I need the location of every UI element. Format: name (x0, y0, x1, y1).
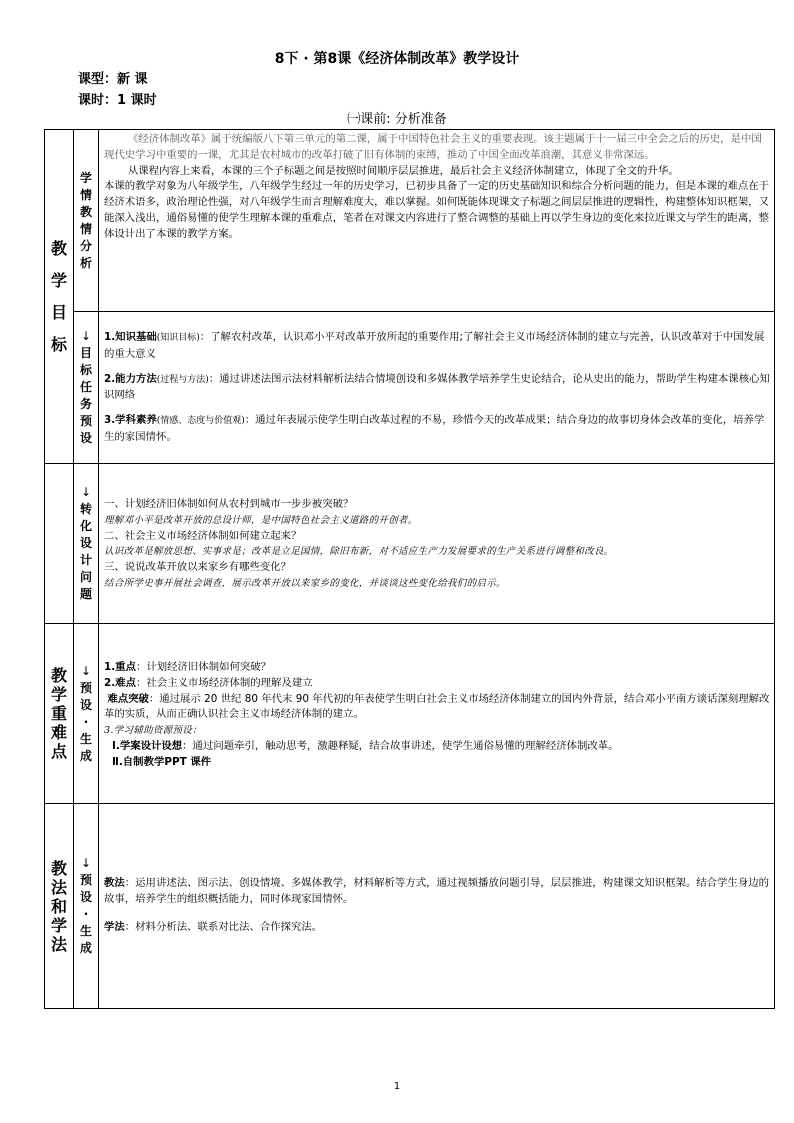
difficult-point: 2.难点：社会主义市场经济体制的理解及建立 (104, 676, 313, 689)
course-hours: 课时：1 课时 (78, 93, 157, 108)
document-title: 8下 · 第8课《经济体制改革》教学设计 (274, 51, 520, 67)
key-points-content (99, 624, 775, 804)
key-points-row (45, 624, 775, 804)
resource-1: Ⅰ.学案设计设想：通过问题牵引，触动思考，激趣释疑，结合故事讲述，使学生通俗易懂的理解经济体制改革。 (112, 739, 619, 752)
question-3: 三、说说改革开放以来家乡有哪些变化？ (104, 561, 292, 574)
objective-values: 3.学科素养(情感、态度与价值观)：通过年表展示使学生明白改革过程的不易，珍惜今天的改革成果；结合身边的故事切身体会改革的变化，培养学生的家国情怀。 (104, 414, 765, 443)
key-points-sub-label: ↓ 预 设 · 生 成 (74, 624, 99, 804)
page-number: 1 (393, 1081, 401, 1092)
answer-2: 认识改革是解放思想、实事求是；改革是立足国情，除旧布新，对不适应生产力发展要求的生产关系进行调整和改良。 (104, 546, 614, 558)
methods-main-label: 教 法 和 学 法 (45, 804, 74, 1009)
objectives-row (45, 312, 775, 464)
methods-row (45, 804, 775, 1009)
arrow-down-icon: ↓ (80, 329, 92, 343)
question-1: 一、计划经济旧体制如何从农村到城市一步步被突破？ (104, 498, 354, 510)
analysis-content (99, 130, 775, 312)
objective-method: 2.能力方法(过程与方法)：通过讲述法图示法材料解析法结合情境创设和多媒体教学培养学生史论结合，论从史出的能力，帮助学生构建本课核心知识网络 (104, 372, 770, 402)
empty-cell (45, 464, 74, 624)
objectives-content (99, 312, 775, 464)
arrow-down-icon: ↓ (80, 663, 92, 678)
questions-row (45, 464, 775, 624)
arrow-down-icon: ↓ (80, 856, 92, 870)
learning-method: 学法：材料分析法、联系对比法、合作探究法。 (104, 920, 323, 933)
question-2: 二、社会主义市场经济体制如何建立起来？ (104, 529, 302, 542)
resource-2: Ⅱ.自制教学PPT 课件 (112, 755, 212, 768)
analysis-paragraph: 本课的教学对象为八年级学生，八年级学生经过一年的历史学习，已初步具备了一定的历史基础知识和综合分析问题的能力，但是本课的难点在于经济术语多，政治理论性强，对八年级学生而言理解难度大，难以掌握。如何既能体现课文子标题之间层层推进的逻辑性，构建整体知识框架，又能深入浅出，通俗易懂的使学生理解本课的重难点，笔者在对课文内容进行了整合调整的基础上再以学生身边的变化来拉近课文与学生的距离，整体设计出了本课的教学方案。 (104, 180, 769, 240)
key-point: 1.重点：计划经济旧体制如何突破？ (104, 661, 272, 673)
objectives-sub-label: ↓ 目 标 任 务 预 设 (74, 312, 99, 464)
methods-sub-label: ↓ 预 设 · 生 成 (74, 804, 99, 1009)
analysis-row (45, 130, 775, 312)
course-type: 课型：新 课 (78, 72, 148, 87)
analysis-paragraph: 《经济体制改革》属于统编版八下第三单元的第二课，属于中国特色社会主义的重要表现。该主题属于十一届三中全会之后的历史，是中国现代史学习中重要的一课，尤其是农村城市的改革打破了旧有体制的束缚，推动了中国全面改革浪潮，其意义非常深远。 (104, 133, 762, 161)
resources-heading: 3.学习辅助资源预设： (104, 725, 202, 737)
key-points-main-label: 教 学 重 难 点 (45, 624, 74, 804)
lesson-plan-table (44, 129, 775, 1009)
goals-main-label: 教 学 目 标 (45, 130, 74, 464)
difficulty-breakthrough: 难点突破：通过展示 20 世纪 80 年代末 90 年代初的年表使学生明白社会主义市场经济体制建立的国内外背景，结合邓小平南方谈话深刻理解改革的实质，从而正确认识社会主义市场经济体制的建立。 (104, 692, 770, 721)
objective-knowledge: 1.知识基础(知识目标)：了解农村改革，认识邓小平对改革开放所起的重要作用;了解社会主义市场经济体制的建立与完善，认识改革对于中国发展的重大意义 (104, 331, 765, 360)
analysis-paragraph: 从课程内容上来看，本课的三个子标题之间是按照时间顺序层层推进，最后社会主义经济体制建立，体现了全文的升华。 (127, 164, 679, 177)
section-heading: ㈠课前: 分析准备 (347, 112, 447, 127)
arrow-down-icon: ↓ (80, 485, 92, 499)
methods-content (99, 804, 775, 1009)
answer-1: 理解邓小平是改革开放的总设计师，是中国特色社会主义道路的开创者。 (104, 514, 418, 526)
questions-content (99, 464, 775, 624)
questions-sub-label: ↓ 转 化 设 计 问 题 (74, 464, 99, 624)
answer-3: 结合所学史事开展社会调查，展示改革开放以来家乡的变化，并谈谈这些变化给我们的启示。 (104, 577, 506, 589)
teaching-method: 教法：运用讲述法、图示法、创设情境、多媒体教学，材料解析等方式，通过视频播放问题引导，层层推进，构建课文知识框架。结合学生身边的故事，培养学生的组织概括能力，同时体现家国情怀。 (104, 877, 769, 905)
analysis-sub-label: 学 情 教 情 分 析 (74, 130, 99, 312)
